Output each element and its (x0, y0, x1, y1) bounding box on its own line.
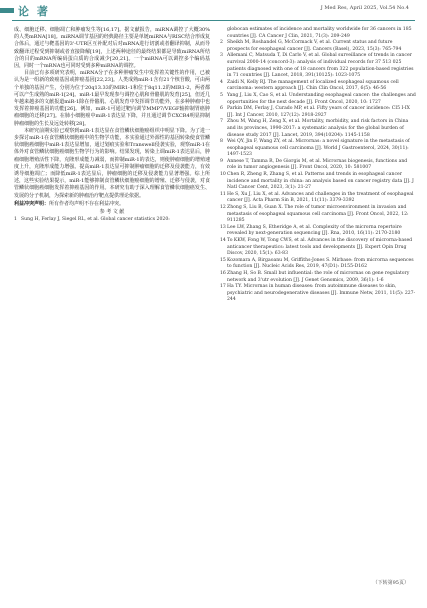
reference-number: 15 (220, 257, 226, 263)
reference-number: 9 (220, 158, 223, 164)
reference-text: Parkin DM, Ferlay J, Curado MP, et al. Fifty years of cancer incidence: CI5 I-IX [J]. Int J Cancer, 2010, 127(12): 2918-2927 (227, 106, 410, 118)
left-column (14, 27, 210, 224)
reference-text: Zhang H, So B. Small but influential: the role of micrornas on gene regulatory network and 3'utr evolution [J]. J Genet Genomics, 2009, 36(1): 1-6 (227, 270, 410, 283)
reference-item (220, 284, 416, 304)
continued-note: （下转第95页） (372, 580, 409, 586)
reference-number: 3 (220, 53, 223, 59)
conflict-statement-text: 所有作者均声明不存在利益冲突。 (49, 200, 125, 207)
reference-text: Zhou M, Wang H, Zeng X, et al. Mortality, morbidity, and risk factors in China and its provinces, 1990-2017: a systematic analysis for the global burden of disease study 2017 [J]. Lancet, 2019, 394(10204): 1145-1158 (227, 119, 409, 138)
body-paragraph: 目前已有多项研究表明，miRNA分子在多种肿瘤发生中发挥着关键性的作用，已被认为是一组新的致癌基因或抑癌基因[22,23]。人类成熟miR-1含有21个核苷酸，可由两个单独的基因产生，分别为位于20q13.33的MIR1-1和位于8q11.2的MIR1-2，两者都可以产生成熟的miR-1[24]。miR-1最早发现参与调控心肌和骨骼肌的发育[25]，但近几年越来越多的文献报道miR-1除在骨骼肌、心肌发育中发挥调节功能外，在多种肿瘤中也发挥着抑癌基因的功能[26]。例如，miR-1可通过靶向调节MMP7/VEGF轴抑制胃癌肿瘤细胞的迁移[27]。在肺小细胞癌中miR-1表达显下降，并且通过调节CXCR4明显抑制肿瘤细胞的生长及远处转移[28]。 (14, 70, 210, 127)
reference-number: 2 (220, 40, 223, 46)
reference-text: Ha TY. Micrornas in human diseases: from autoimmune diseases to skin, psychiatric and neurodegenerative diseases [J]. Immune Netw, 2011, 11(5): 227-244 (227, 284, 416, 303)
reference-item (220, 192, 416, 205)
journal-citation: J Med Res, April 2025, Vol.54 No.4 (320, 5, 409, 11)
reference-item (220, 93, 416, 106)
reference-text: Annese T, Tamma R, De Giorgis M, et al. Micrornas biogenesis, functions and role in tumor angiogenesis [J]. Front Oncol, 2020, 10: 581007 (227, 158, 408, 171)
right-column (220, 27, 416, 304)
section-color-bar (0, 8, 14, 13)
body-paragraph: 成、细胞迁移、细胞凋亡和肿瘤发生等[16,17]。据文献报告，miRNA调控了大概30%的人类mRNA[18]。miRNA调节基因的经典路径主要是单链miRNA与RISC结合形成复合体后，通过与靶基因的3'-UTR区互补配对后对mRNA进行切割或者翻译抑制，从而导致翻译过程受到抑制或者直接降解[19]，上述两种途径的最终结果都是导致miRNA所结合的目的mRNA所编码蛋白质的合成减少[20,21]。一个miRNA可以调控多个编码基因，同时一个mRNA也可同时受到多种miRNA的调控。 (14, 27, 210, 70)
reference-number: 16 (220, 270, 226, 276)
reference-item (220, 238, 416, 258)
reference-text: globocan estimates of incidence and mortality worldwide for 36 cancers in 185 countries [J]. CA Cancer J Clin, 2021, 71(3): 209-249 (227, 27, 412, 39)
header-rule (12, 20, 415, 21)
reference-number: 6 (220, 106, 223, 112)
body-paragraph: 本研究前期实验已观察到miR-1表达显在食管鳞状细胞癌组织中明显下降。为了进一步探讨miR-1在食管鳞状细胞癌中的生物学功能，本实验通过外源性的基因转染使食管鳞状细胞癌细胞中miR-1表达显增加，通过划痕实验和Transwell侵袭实验，观察miR-1在体外对食管鳞状细胞癌细胞生物学行为的影响。结果发现，转染上调miR-1表达显后，肿瘤细胞增殖活性下降，克隆形成能力减弱，而抑制miR-1的表达，则使肿瘤细胞的增殖速度上升，克隆形成能力增强。提高miR-1表达显可抑制肿瘤细胞的迁移及侵袭能力，有效诱导细胞凋亡；而降低miR-1表达显后，肿瘤细胞的迁移及侵袭能力显著增强。综上所述，这些实验结果提示，miR-1能够抑制食管鳞状细胞癌细胞的增殖、迁移与侵袭，对食管鳞状细胞癌细胞发挥着抑癌基因的作用。本研究有助于深入理解食管鳞状细胞癌发生、发展的分子机制，为探索新的肿瘤治疗靶点提供理论依据。 (14, 127, 210, 199)
reference-item (220, 225, 416, 238)
reference-item (220, 172, 416, 192)
reference-text: Lee LW, Zhang S, Etheridge A, et al. Complexity of the microrna repertoire revealed by next-generation sequencing [J]. Rna, 2010, 16(11): 2170-2180 (227, 224, 402, 237)
reference-text: Kozomara A, Birgaoanu M, Griffiths-Jones S. Mirbase: from microrna sequences to function [J]. Nucleic Acids Res, 2019, 47(D1): D155-D162 (227, 257, 414, 270)
reference-item (220, 106, 416, 119)
reference-item (220, 139, 416, 159)
reference-item (220, 53, 416, 79)
reference-number: 5 (220, 92, 223, 98)
reference-number: 13 (220, 224, 226, 230)
reference-item (220, 27, 416, 40)
reference-item (220, 271, 416, 284)
reference-text: He S, Xu J, Liu X, et al. Advances and challenges in the treatment of esophageal cancer [J]. Acta Pharm Sin B, 2021, 11(11): 3379-3392 (227, 191, 414, 204)
section-label: 论 著 (18, 5, 50, 18)
reference-text: Zaidi N, Kelly RJ. The management of localized esophageal squamous cell carcinoma: western approach [J]. Chin Clin Oncol, 2017, 6(5): 46-56 (227, 79, 399, 92)
reference-number: 17 (220, 284, 226, 290)
references-heading: 参 考 文 献 (99, 209, 125, 216)
reference-item (220, 80, 416, 93)
reference-item (220, 258, 416, 271)
reference-number: 11 (220, 191, 226, 197)
reference-text: Zhong S, Liu B, Guan X. The role of tumor microenvironment in invasion and metastasis of esophageal squamous cell carcinoma [J]. Front Oncol, 2022, 12: 911285 (227, 205, 409, 224)
reference-item (220, 205, 416, 225)
reference-text: To KKW, Fong W, Tong CWS, et al. Advances in the discovery of microrna-based anticancer therapeutics: latest tools and developments [J]. Expert Opin Drug Discov, 2020, 15(1): 63-83 (227, 238, 413, 257)
reference-number: 14 (220, 238, 226, 243)
reference-text: Allemani C, Matsuda T, Di Carlo V, et al. Global surveillance of trends in cancer survival 2000-14 (concord-3): analysis of individual records for 37 513 025 patients diagnosed with one of 18 cancers from 322 population-based registries in 71 countries [J]. Lancet, 2018, 391(10125): 1023-1075 (227, 53, 414, 79)
reference-number: 1 (14, 217, 17, 223)
reference-text: Sheikh M, Roshandel G, McCormack V, et al. Current status and future prospects for esophageal cancer [J]. Cancers (Basel), 2023, 15(3): 765-794 (227, 40, 402, 52)
page-header (0, 0, 427, 22)
reference-text: Sung H, Ferlay J, Siegel RL, et al. Global cancer statistics 2020: (21, 217, 170, 223)
reference-number: 7 (220, 119, 223, 125)
reference-item (220, 119, 416, 139)
reference-text: Wei QY, Jin F, Wang ZY, et al. Micrornas: a novel signature in the metastasis of esophageal squamous cell carcinoma [J]. World J Gastroenterol, 2024, 30(11): 1497-1523 (227, 139, 410, 158)
reference-item (220, 159, 416, 172)
reference-number: 12 (220, 205, 226, 211)
reference-text: Chen R, Zheng R, Zhang S, et al. Patterns and trends in esophageal cancer incidence and mortality in china: an analysis based on cancer registry data [J]. J Natl Cancer Cent, 2023, 3(1): 21-27 (227, 172, 414, 191)
conflict-statement-label: 利益冲突声明： (14, 200, 50, 207)
reference-item (220, 40, 416, 53)
reference-item (14, 217, 210, 224)
reference-text: Yang J, Liu X, Cao S, et al. Understanding esophageal cancer: the challenges and opportunities for the next decade [J]. Front Oncol, 2020, 10: 1727 (227, 92, 416, 105)
reference-number: 4 (220, 79, 223, 85)
conflict-statement (14, 201, 210, 208)
reference-number: 8 (220, 139, 223, 145)
reference-number: 10 (220, 172, 226, 178)
